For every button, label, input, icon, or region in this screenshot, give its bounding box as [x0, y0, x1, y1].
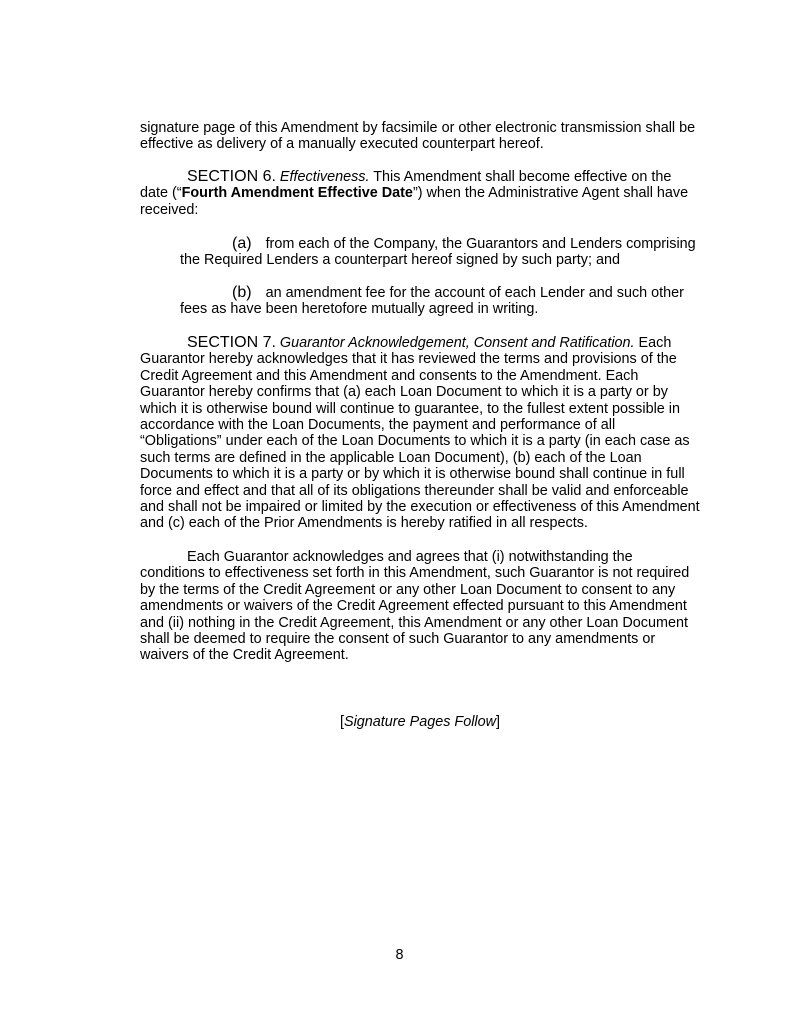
item-a-letter: (a) — [232, 235, 252, 252]
item-b — [180, 285, 700, 318]
section-6-text-b: ”) when the Administrative Agent shall have received: — [140, 185, 689, 218]
guarantor-text: Each Guarantor acknowledges and agrees that (i) notwithstanding the conditions to effectiveness set forth in this Amendment, such Guarantor is not required by the terms of the Credit Agreement or any other Loan Document to consent to any amendments or waivers of the Credit Agreement effected pursuant to this Amendment and (ii) nothing in the Credit Agreement, this Amendment or any other Loan Document shall be deemed to require the consent of such Guarantor to any amendments or waivers of the Credit Agreement. — [140, 549, 690, 664]
intro-text: signature page of this Amendment by facsimile or other electronic transmission shall be effective as delivery of a manually executed counterpart hereof. — [140, 120, 696, 153]
intro-paragraph — [140, 120, 700, 153]
signature-open-bracket: [ — [340, 714, 344, 730]
page-number: 8 — [395, 947, 404, 963]
item-a — [180, 236, 700, 269]
section-7-paragraph — [140, 335, 700, 532]
section-6-paragraph — [140, 169, 700, 218]
section-6-label: SECTION 6. — [187, 168, 276, 185]
section-6-title: Effectiveness. — [279, 169, 370, 185]
signature-close-bracket: ] — [496, 714, 500, 730]
signature-pages-note — [140, 714, 700, 730]
signature-note-text: Signature Pages Follow — [344, 714, 496, 730]
guarantor-paragraph — [140, 549, 700, 664]
section-7-title: Guarantor Acknowledgement, Consent and Ratification. — [279, 335, 635, 351]
section-6-text-a: This Amendment shall become effective on the date (“ — [140, 169, 672, 202]
section-7-text: Each Guarantor hereby acknowledges that it has reviewed the terms and provisions of the Credit Agreement and this Amendment and consents to the Amendment. Each Guarantor hereby confirms that (a) each Loan Document to which it is a party or by which it is otherwise bound will continue to guarantee, to the fullest extent possible in accordance with the Loan Documents, the payment and performance of all “Obligations” under each of the Loan Documents to which it is a party (in each case as such terms are defined in the applicable Loan Document), (b) each of the Loan Documents to which it is a party or by which it is otherwise bound shall continue in full force and effect and that all of its obligations thereunder shall be valid and enforceable and shall not be impaired or limited by the execution or effectiveness of this Amendment and (c) each of the Prior Amendments is hereby ratified in all respects. — [140, 335, 700, 532]
section-7-label: SECTION 7. — [187, 334, 276, 351]
section-6-defined-term: Fourth Amendment Effective Date — [181, 185, 413, 202]
item-b-text: an amendment fee for the account of each Lender and such other fees as have been heretofore mutually agreed in writing. — [180, 285, 684, 318]
item-a-text: from each of the Company, the Guarantors and Lenders comprising the Required Lenders a counterpart hereof signed by such party; and — [180, 236, 696, 269]
item-b-letter: (b) — [232, 284, 252, 301]
